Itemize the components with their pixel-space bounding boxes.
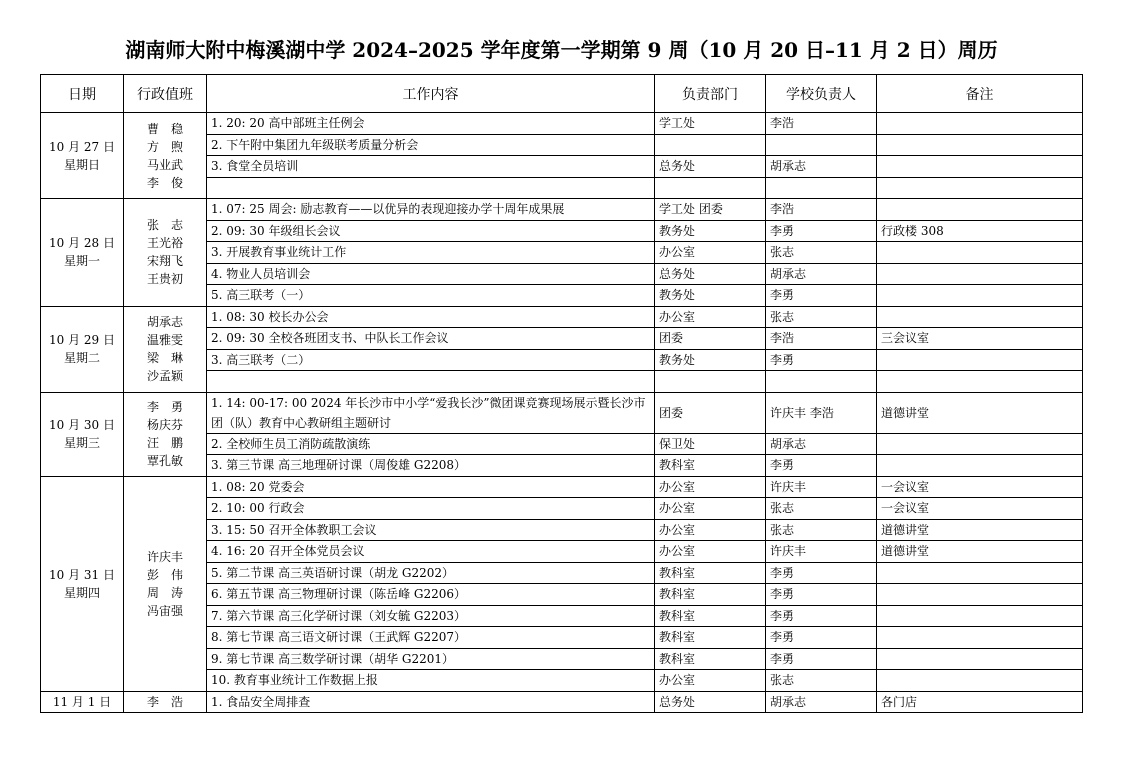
- task-department: 办公室: [655, 498, 766, 520]
- duty-person: 覃孔敏: [146, 454, 183, 468]
- task-department: 办公室: [655, 519, 766, 541]
- task-department: 教科室: [655, 455, 766, 477]
- header-content: 工作内容: [207, 75, 655, 113]
- task-note: [877, 263, 1083, 285]
- task-content: [207, 177, 655, 199]
- task-content: 3. 高三联考（二）: [207, 349, 655, 371]
- task-content: 3. 食堂全员培训: [207, 156, 655, 178]
- duty-person: 冯宙强: [146, 603, 183, 618]
- task-content: 2. 09: 30 年级组长会议: [207, 220, 655, 242]
- task-content: 4. 物业人员培训会: [207, 263, 655, 285]
- task-department: 保卫处: [655, 433, 766, 455]
- duty-person: 宋翔飞: [146, 254, 183, 269]
- task-responsible: 李勇: [766, 627, 877, 649]
- duty-cell: [124, 199, 207, 307]
- task-content: 7. 第六节课 高三化学研讨课（刘女毓 G2203）: [207, 605, 655, 627]
- task-note: [877, 242, 1083, 264]
- duty-person: 胡承志: [146, 315, 183, 329]
- task-department: 教科室: [655, 627, 766, 649]
- duty-person: 许庆丰: [146, 549, 183, 564]
- table-row: [41, 306, 1083, 328]
- date-cell: [41, 476, 124, 691]
- duty-person: 梁 琳: [146, 351, 183, 365]
- header-note: 备注: [877, 75, 1083, 113]
- weekday-label: 星期日: [63, 157, 100, 172]
- task-note: 道德讲堂: [877, 519, 1083, 541]
- task-content: [207, 371, 655, 393]
- task-note: [877, 433, 1083, 455]
- task-department: 教务处: [655, 220, 766, 242]
- task-content: 8. 第七节课 高三语文研讨课（王武辉 G2207）: [207, 627, 655, 649]
- task-department: 总务处: [655, 263, 766, 285]
- task-responsible: 胡承志: [766, 156, 877, 178]
- task-content: 1. 08: 30 校长办公会: [207, 306, 655, 328]
- duty-person: 杨庆芬: [146, 418, 183, 432]
- task-note: [877, 306, 1083, 328]
- task-note: 道德讲堂: [877, 392, 1083, 433]
- task-content: 5. 高三联考（一）: [207, 285, 655, 307]
- task-department: 教科室: [655, 605, 766, 627]
- duty-person: 张 志: [146, 218, 183, 233]
- task-note: 道德讲堂: [877, 541, 1083, 563]
- header-row: [41, 75, 1083, 113]
- task-responsible: 李浩: [766, 113, 877, 135]
- task-note: [877, 134, 1083, 156]
- date-cell: [41, 199, 124, 307]
- duty-cell: [124, 476, 207, 691]
- task-content: 3. 15: 50 召开全体教职工会议: [207, 519, 655, 541]
- task-department: 学工处 团委: [655, 199, 766, 221]
- task-department: [655, 371, 766, 393]
- table-row: [41, 476, 1083, 498]
- task-department: 办公室: [655, 306, 766, 328]
- task-content: 3. 第三节课 高三地理研讨课（周俊雄 G2208）: [207, 455, 655, 477]
- task-responsible: 李勇: [766, 455, 877, 477]
- task-note: [877, 177, 1083, 199]
- task-department: 教科室: [655, 648, 766, 670]
- task-responsible: 张志: [766, 519, 877, 541]
- date-label: 10 月 31 日: [49, 567, 115, 582]
- date-label: 10 月 27 日: [49, 139, 115, 154]
- duty-person: 王贵初: [146, 272, 183, 287]
- task-responsible: [766, 134, 877, 156]
- task-note: [877, 627, 1083, 649]
- task-responsible: 张志: [766, 498, 877, 520]
- weekday-label: 星期四: [63, 585, 100, 600]
- duty-person: 周 涛: [146, 585, 183, 600]
- task-note: 一会议室: [877, 498, 1083, 520]
- task-note: [877, 113, 1083, 135]
- task-responsible: 李勇: [766, 285, 877, 307]
- table-row: [41, 199, 1083, 221]
- duty-cell: [124, 691, 207, 713]
- task-responsible: 李浩: [766, 199, 877, 221]
- duty-person: 彭 伟: [146, 567, 183, 582]
- page-title: 湖南师大附中梅溪湖中学 2024–2025 学年度第一学期第 9 周（10 月 20 日–11 月 2 日）周历: [125, 38, 998, 62]
- duty-person: 曹 稳: [146, 121, 183, 136]
- task-responsible: 李勇: [766, 220, 877, 242]
- task-content: 1. 08: 20 党委会: [207, 476, 655, 498]
- date-label: 10 月 29 日: [49, 333, 115, 347]
- duty-cell: [124, 113, 207, 199]
- task-department: [655, 177, 766, 199]
- task-department: 办公室: [655, 541, 766, 563]
- duty-person: 汪 鹏: [146, 436, 183, 450]
- task-content: 5. 第二节课 高三英语研讨课（胡龙 G2202）: [207, 562, 655, 584]
- duty-person: 李 勇: [146, 400, 183, 414]
- date-label: 11 月 1 日: [52, 694, 112, 709]
- task-department: 团委: [655, 328, 766, 350]
- task-responsible: 李勇: [766, 648, 877, 670]
- header-responsible: 学校负责人: [766, 75, 877, 113]
- task-content: 2. 下午附中集团九年级联考质量分析会: [207, 134, 655, 156]
- calendar-body: [41, 113, 1083, 713]
- weekday-label: 星期二: [63, 351, 100, 365]
- header-dept: 负责部门: [655, 75, 766, 113]
- task-content: 1. 07: 25 周会: 励志教育——以优异的表现迎接办学十周年成果展: [207, 199, 655, 221]
- task-responsible: 李勇: [766, 562, 877, 584]
- task-note: 行政楼 308: [877, 220, 1083, 242]
- task-responsible: 许庆丰: [766, 476, 877, 498]
- date-label: 10 月 28 日: [49, 236, 115, 251]
- task-note: [877, 455, 1083, 477]
- table-row: [41, 392, 1083, 433]
- duty-person: 李 俊: [146, 175, 183, 190]
- task-department: 团委: [655, 392, 766, 433]
- duty-cell: [124, 392, 207, 476]
- task-responsible: 李勇: [766, 349, 877, 371]
- task-note: [877, 584, 1083, 606]
- date-cell: [41, 306, 124, 392]
- task-department: 办公室: [655, 670, 766, 692]
- task-responsible: 李浩: [766, 328, 877, 350]
- duty-person: 李 浩: [146, 694, 183, 709]
- task-content: 1. 食品安全周排查: [207, 691, 655, 713]
- date-cell: [41, 392, 124, 476]
- task-content: 10. 教育事业统计工作数据上报: [207, 670, 655, 692]
- task-responsible: 李勇: [766, 584, 877, 606]
- task-content: 1. 20: 20 高中部班主任例会: [207, 113, 655, 135]
- task-note: [877, 156, 1083, 178]
- task-content: 4. 16: 20 召开全体党员会议: [207, 541, 655, 563]
- date-cell: [41, 113, 124, 199]
- task-responsible: 李勇: [766, 605, 877, 627]
- header-duty: 行政值班: [124, 75, 207, 113]
- task-note: [877, 199, 1083, 221]
- task-responsible: 许庆丰 李浩: [766, 392, 877, 433]
- duty-person: 方 煦: [146, 139, 183, 154]
- task-note: 一会议室: [877, 476, 1083, 498]
- task-content: 2. 10: 00 行政会: [207, 498, 655, 520]
- task-note: [877, 605, 1083, 627]
- task-department: 教科室: [655, 562, 766, 584]
- weekday-label: 星期三: [63, 436, 100, 450]
- task-content: 9. 第七节课 高三数学研讨课（胡华 G2201）: [207, 648, 655, 670]
- table-row: [41, 113, 1083, 135]
- task-department: 教务处: [655, 285, 766, 307]
- weekday-label: 星期一: [63, 254, 100, 269]
- duty-cell: [124, 306, 207, 392]
- task-content: 6. 第五节课 高三物理研讨课（陈岳峰 G2206）: [207, 584, 655, 606]
- duty-person: 沙孟颖: [146, 369, 183, 383]
- date-cell: [41, 691, 124, 713]
- date-label: 10 月 30 日: [49, 418, 115, 432]
- task-responsible: 胡承志: [766, 263, 877, 285]
- duty-person: 温雅雯: [146, 333, 183, 347]
- task-note: [877, 562, 1083, 584]
- task-responsible: 张志: [766, 306, 877, 328]
- duty-person: 王光裕: [146, 236, 183, 251]
- task-department: 总务处: [655, 156, 766, 178]
- table-row: [41, 691, 1083, 713]
- task-note: [877, 670, 1083, 692]
- task-department: 学工处: [655, 113, 766, 135]
- task-department: 办公室: [655, 242, 766, 264]
- task-responsible: [766, 371, 877, 393]
- task-department: 教务处: [655, 349, 766, 371]
- task-note: [877, 285, 1083, 307]
- task-department: 办公室: [655, 476, 766, 498]
- task-note: 各门店: [877, 691, 1083, 713]
- task-department: 教科室: [655, 584, 766, 606]
- task-content: 1. 14: 00-17: 00 2024 年长沙市中小学“爱我长沙”微团课竞赛现场展示暨长沙市团（队）教育中心教研组主题研讨: [207, 392, 655, 433]
- task-department: [655, 134, 766, 156]
- weekly-calendar-table: [40, 74, 1083, 713]
- task-responsible: [766, 177, 877, 199]
- task-responsible: 许庆丰: [766, 541, 877, 563]
- task-department: 总务处: [655, 691, 766, 713]
- task-note: [877, 349, 1083, 371]
- task-note: [877, 648, 1083, 670]
- duty-person: 马业武: [146, 157, 183, 172]
- task-responsible: 张志: [766, 670, 877, 692]
- task-note: 三会议室: [877, 328, 1083, 350]
- task-note: [877, 371, 1083, 393]
- task-content: 2. 全校师生员工消防疏散演练: [207, 433, 655, 455]
- task-responsible: 胡承志: [766, 691, 877, 713]
- task-content: 3. 开展教育事业统计工作: [207, 242, 655, 264]
- task-responsible: 张志: [766, 242, 877, 264]
- header-date: 日期: [41, 75, 124, 113]
- task-responsible: 胡承志: [766, 433, 877, 455]
- task-content: 2. 09: 30 全校各班团支书、中队长工作会议: [207, 328, 655, 350]
